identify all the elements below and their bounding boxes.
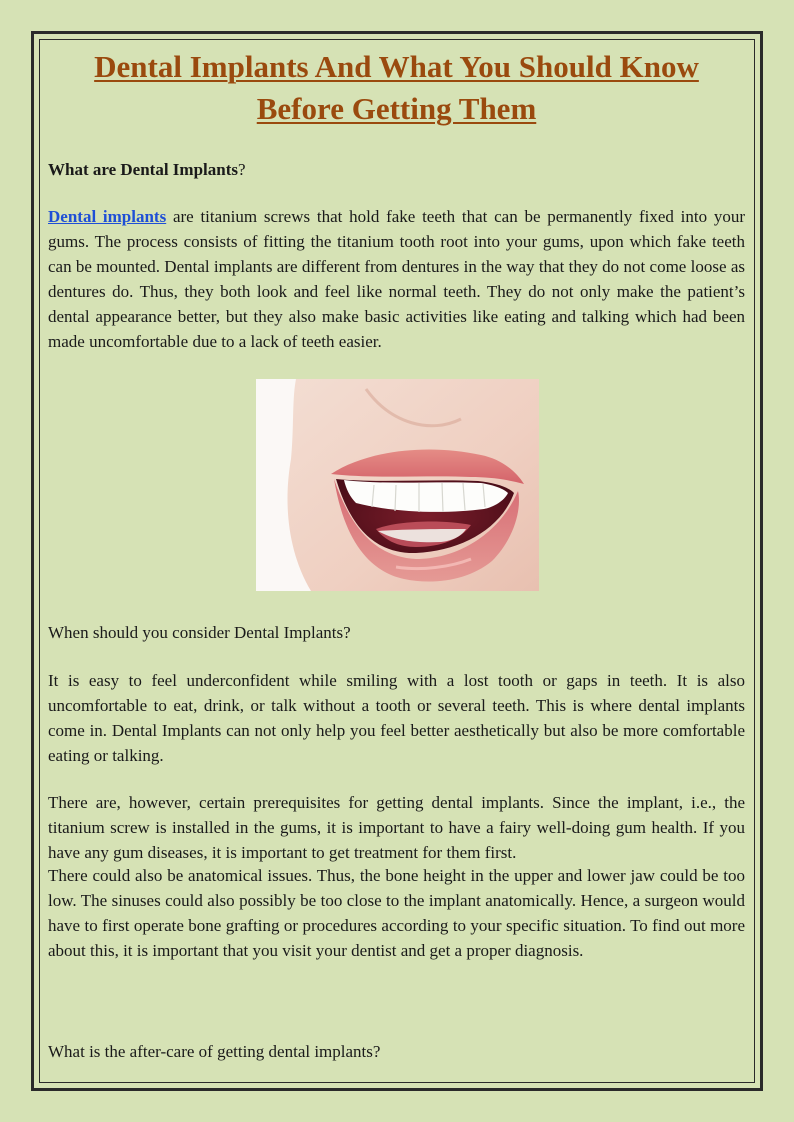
section-heading-what (48, 157, 745, 182)
intro-paragraph-text: are titanium screws that hold fake teeth that can be permanently fixed into your gums. The process consists of fitting the titanium tooth root into your gums, upon which fake teeth can be mounted. Dental implants are different from dentures in the way that they do not come loose as dentures do. Thus, they both look and feel like normal teeth. They do not only make the patient’s dental appearance better, but they also make basic activities like eating and talking which had been made uncomfortable due to a lack of teeth easier. (48, 207, 745, 351)
paragraph-prerequisites: There are, however, certain prerequisites for getting dental implants. Since the implant, i.e., the titanium screw is installed in the gums, it is important to have a fairy well-doing gum health. If you have any gum diseases, it is important to get treatment for them first. (48, 793, 745, 862)
section-heading-suffix: ? (238, 160, 246, 179)
document-body (48, 46, 745, 1061)
section-heading-aftercare: What is the after-care of getting dental implants? (48, 1042, 381, 1061)
section-heading-bold: What are Dental Implants (48, 160, 238, 179)
section-heading-when: When should you consider Dental Implants? (48, 623, 351, 642)
dental-implants-link[interactable]: Dental implants (48, 207, 167, 226)
paragraph-anatomical: There could also be anatomical issues. Thus, the bone height in the upper and lower jaw could be too low. The sinuses could also possibly be too close to the implant anatomically. Hence, a surgeon would have to first operate bone grafting or procedures according to your specific situation. To find out more about this, it is important that you visit your dentist and get a proper diagnosis. (48, 866, 745, 960)
intro-paragraph (48, 204, 745, 354)
paragraph-underconfident: It is easy to feel underconfident while smiling with a lost tooth or gaps in teeth. It is also uncomfortable to eat, drink, or talk without a tooth or several teeth. This is where dental implants come in. Dental Implants can not only help you feel better aesthetically but also be more comfortable eating or talking. (48, 671, 745, 765)
document-title: Dental Implants And What You Should Know Before Getting Them (94, 49, 699, 126)
smiling-mouth-photo (256, 379, 539, 591)
smiling-mouth-illustration (256, 379, 539, 591)
